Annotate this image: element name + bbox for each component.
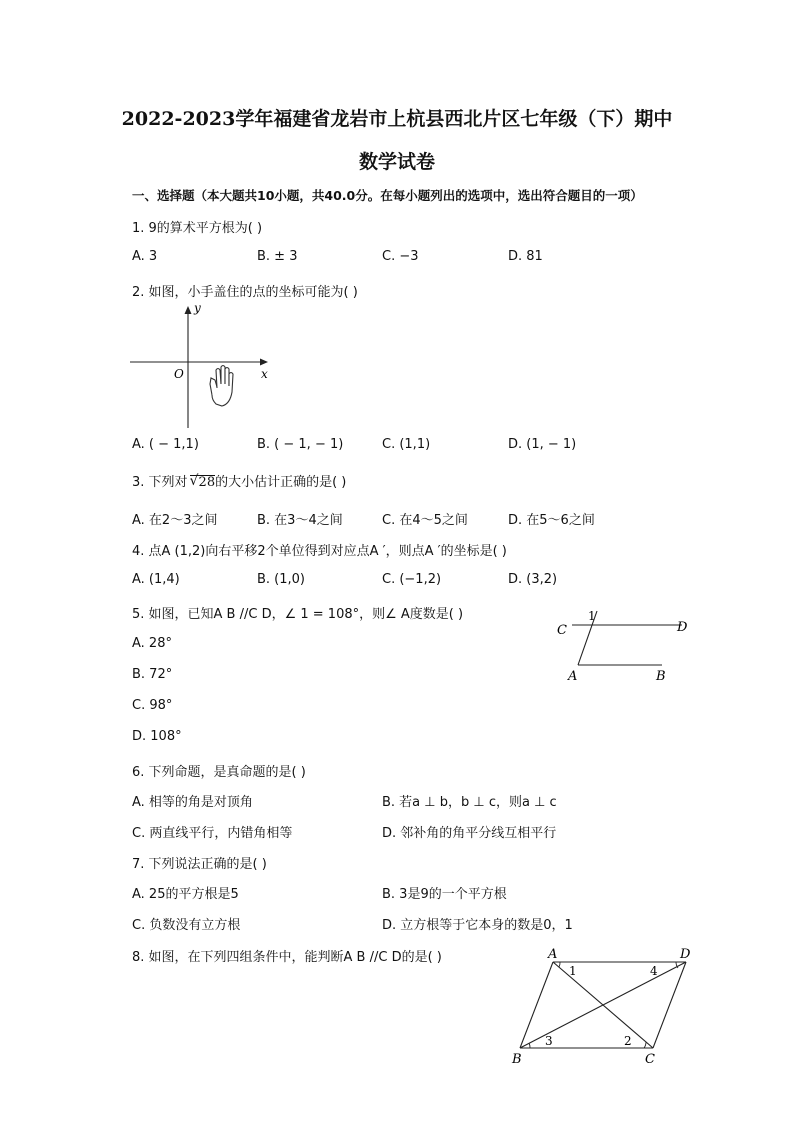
angle-3-arc — [529, 1043, 530, 1048]
q2-y-arrow — [185, 306, 192, 314]
side-cd — [653, 962, 686, 1048]
q2-x-label: x — [261, 367, 268, 381]
q6-option-d[interactable]: D. 邻补角的角平分线互相平行 — [382, 826, 557, 841]
point-c-label: C — [645, 1052, 655, 1067]
page-title-line1: 2022-2023学年福建省龙岩市上杭县西北片区七年级（下）期中 — [121, 108, 673, 130]
hand-icon — [210, 366, 233, 407]
q3-option-b[interactable]: B. 在3～4之间 — [257, 513, 343, 528]
question-5: 5. 如图，已知A B //C D，∠ 1 = 108°，则∠ A度数是( ) — [132, 607, 464, 622]
q1-option-c[interactable]: C. −3 — [382, 249, 419, 264]
q3-sqrt — [190, 475, 216, 490]
q3-option-d[interactable]: D. 在5～6之间 — [508, 513, 595, 528]
q3-text-pre: 3. 下列对 — [132, 475, 188, 490]
q4-option-b[interactable]: B. (1,0) — [257, 572, 306, 587]
question-1: 1. 9的算术平方根为( ) — [132, 221, 263, 236]
angle-2-label: 2 — [624, 1034, 632, 1048]
angle-3-label: 3 — [545, 1034, 553, 1048]
point-a-label: A — [568, 669, 578, 683]
q4-option-c[interactable]: C. (−1,2) — [382, 572, 442, 587]
q1-option-b[interactable]: B. ± 3 — [257, 249, 298, 264]
q3-radicand: 28 — [198, 475, 216, 490]
q3-option-c[interactable]: C. 在4～5之间 — [382, 513, 468, 528]
q5-option-b[interactable]: B. 72° — [132, 667, 173, 682]
angle-1-label: 1 — [569, 964, 577, 978]
page-title-line2: 数学试卷 — [358, 151, 435, 173]
angle-4-label: 4 — [650, 964, 658, 978]
question-8: 8. 如图，在下列四组条件中，能判断A B //C D的是( ) — [132, 950, 442, 965]
angle-1-label: 1 — [588, 609, 596, 623]
q7-option-b[interactable]: B. 3是9的一个平方根 — [382, 887, 507, 902]
q5-parallel-lines-diagram — [550, 603, 700, 683]
angle-1-arc — [559, 962, 560, 967]
q7-option-c[interactable]: C. 负数没有立方根 — [132, 918, 241, 933]
q6-option-c[interactable]: C. 两直线平行，内错角相等 — [132, 826, 293, 841]
angle-2-arc — [644, 1042, 646, 1048]
q3-text-post: 的大小估计正确的是( ) — [215, 475, 347, 490]
q2-option-c[interactable]: C. (1,1) — [382, 437, 431, 452]
q2-figure — [126, 300, 276, 430]
q2-y-label: y — [194, 301, 201, 315]
q5-option-d[interactable]: D. 108° — [132, 729, 182, 744]
point-d-label: D — [680, 947, 691, 962]
q1-option-a[interactable]: A. 3 — [132, 249, 158, 264]
point-a-label: A — [548, 947, 558, 962]
q2-option-d[interactable]: D. (1, − 1) — [508, 437, 577, 452]
q1-option-d[interactable]: D. 81 — [508, 249, 543, 264]
point-b-label: B — [656, 669, 666, 683]
question-6: 6. 下列命题，是真命题的是( ) — [132, 765, 306, 780]
q5-figure — [550, 603, 700, 683]
question-7: 7. 下列说法正确的是( ) — [132, 857, 267, 872]
radical-sign-icon: √ — [189, 473, 199, 489]
point-d-label: D — [677, 620, 688, 635]
q4-option-d[interactable]: D. (3,2) — [508, 572, 558, 587]
q8-parallelogram-diagram — [508, 944, 708, 1068]
q2-option-a[interactable]: A. ( − 1,1) — [132, 437, 199, 452]
q3-option-a[interactable]: A. 在2～3之间 — [132, 513, 218, 528]
section-heading: 一、选择题（本大题共10小题，共40.0分。在每小题列出的选项中，选出符合题目的一项） — [132, 188, 643, 203]
question-2: 2. 如图，小手盖住的点的坐标可能为( ) — [132, 285, 358, 300]
q2-option-b[interactable]: B. ( − 1, − 1) — [257, 437, 344, 452]
q2-coordinate-plane — [126, 300, 276, 430]
question-4: 4. 点A (1,2)向右平移2个单位得到对应点A ′，则点A ′的坐标是( ) — [132, 544, 507, 559]
q4-option-a[interactable]: A. (1,4) — [132, 572, 180, 587]
question-3 — [132, 471, 346, 490]
q5-option-c[interactable]: C. 98° — [132, 698, 173, 713]
q5-option-a[interactable]: A. 28° — [132, 636, 172, 651]
q6-option-b[interactable]: B. 若a ⊥ b，b ⊥ c，则a ⊥ c — [382, 795, 557, 810]
q8-figure — [508, 944, 708, 1068]
q2-origin-label: O — [174, 367, 184, 381]
point-c-label: C — [557, 623, 567, 638]
q2-x-arrow — [260, 359, 268, 366]
point-b-label: B — [512, 1052, 522, 1067]
q6-option-a[interactable]: A. 相等的角是对顶角 — [132, 795, 253, 810]
q7-option-a[interactable]: A. 25的平方根是5 — [132, 887, 239, 902]
q7-option-d[interactable]: D. 立方根等于它本身的数是0，1 — [382, 918, 573, 933]
